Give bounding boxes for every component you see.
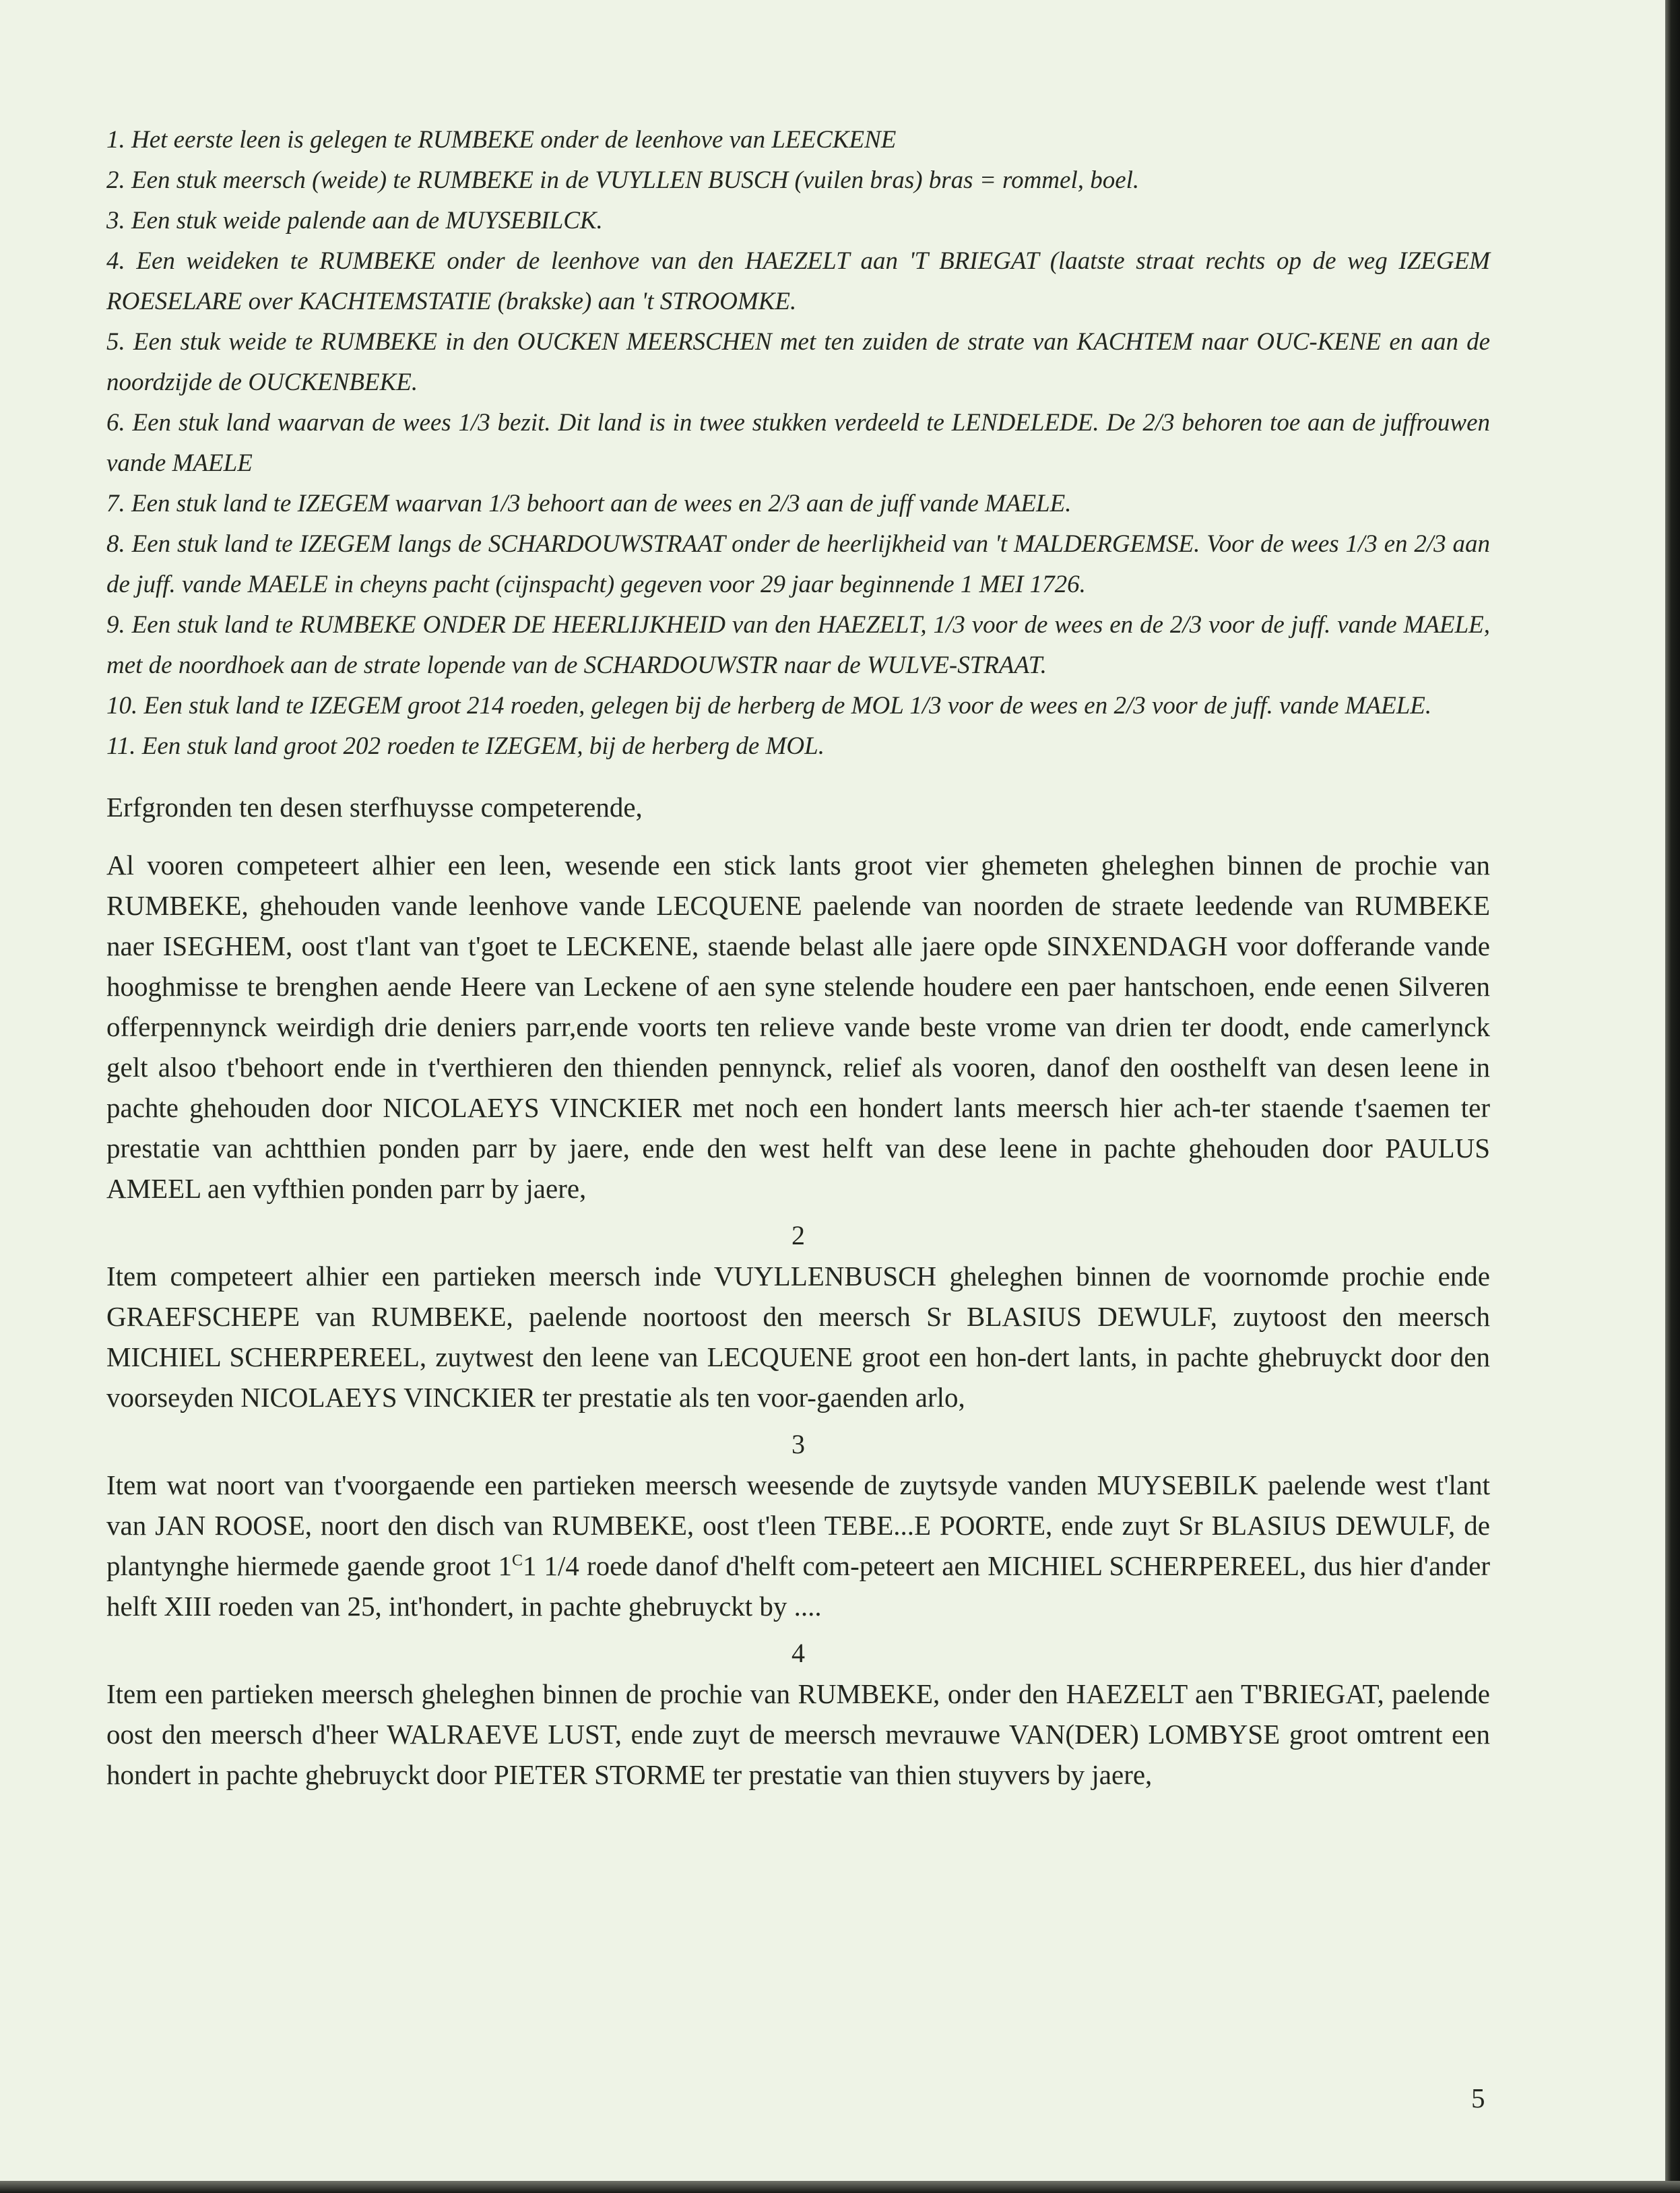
note-4: 4. Een weideken te RUMBEKE onder de leenhove van den HAEZELT aan 'T BRIEGAT (laatste straat rechts op de weg IZEGEM ROESELARE over KACHTEMSTATIE (brakske) aan 't STROOMKE.: [106, 247, 1490, 315]
scan-edge-bottom: [0, 2181, 1680, 2193]
paragraph-number-3: 3: [791, 1429, 805, 1459]
note-5: 5. Een stuk weide te RUMBEKE in den OUCKEN MEERSCHEN met ten zuiden de strate van KACHTEM naar OUC-KENE en aan de noordzijde de OUCKENBEKE.: [106, 328, 1490, 396]
section-intro: Erfgronden ten desen sterfhuysse competerende,: [106, 792, 643, 823]
note-7: 7. Een stuk land te IZEGEM waarvan 1/3 behoort aan de wees en 2/3 aan de juff vande MAELE.: [106, 490, 1072, 517]
paragraph-number-2: 2: [791, 1220, 805, 1250]
paragraph-2: Item competeert alhier een partieken meersch inde VUYLLENBUSCH gheleghen binnen de voornomde prochie ende GRAEFSCHEPE van RUMBEKE, paelende noortoost den meersch Sr BLASIUS DEWULF, zuytoost den meersch MICHIEL SCHERPEREEL, zuytwest den leene van LECQUENE groot een hon-dert lants, in pachte ghebruyckt door den voorseyden NICOLAEYS VINCKIER ter prestatie als ten voor-gaenden arlo,: [106, 1261, 1490, 1413]
paragraph-3-part-a: Item wat noort van t'voorgaende een partieken meersch weesende de zuytsyde vanden MUYSEBILK paelende west t'lant van JAN ROOSE, noort den disch van RUMBEKE, oost t'leen TEBE...E POORTE, ende zuyt Sr BLASIUS DEWULF, de plantynghe hiermede gaende groot 1: [106, 1469, 1490, 1581]
document-page: [106, 120, 1490, 1795]
note-10: 10. Een stuk land te IZEGEM groot 214 roeden, gelegen bij de herberg de MOL 1/3 voor de wees en 2/3 voor de juff. vande MAELE.: [106, 692, 1432, 720]
note-9: 9. Een stuk land te RUMBEKE ONDER DE HEERLIJKHEID van den HAEZELT, 1/3 voor de wees en de 2/3 voor de juff. vande MAELE, met de noordhoek aan de strate lopende van de SCHARDOUWSTR naar de WULVE-STRAAT.: [106, 611, 1490, 679]
paragraph-3-superscript: C: [511, 1552, 523, 1570]
footnote-list: [106, 120, 1490, 767]
paragraph-3-part-b: 1 1/4 roede danof d'helft com-peteert aen MICHIEL SCHERPEREEL, dus hier d'ander helft XIII roeden van 25, int'hondert, in pachte ghebruyckt by ....: [106, 1550, 1490, 1622]
paragraph-number-4: 4: [791, 1638, 805, 1668]
note-3: 3. Een stuk weide palende aan de MUYSEBILCK.: [106, 207, 603, 234]
note-1: 1. Het eerste leen is gelegen te RUMBEKE onder de leenhove van LEECKENE: [106, 126, 897, 154]
paragraph-4: Item een partieken meersch gheleghen binnen de prochie van RUMBEKE, onder den HAEZELT aen T'BRIEGAT, paelende oost den meersch d'heer WALRAEVE LUST, ende zuyt de meersch mevrauwe VAN(DER) LOMBYSE groot omtrent een hondert in pachte ghebruyckt door PIETER STORME ter prestatie van thien stuyvers by jaere,: [106, 1678, 1490, 1790]
note-8: 8. Een stuk land te IZEGEM langs de SCHARDOUWSTRAAT onder de heerlijkheid van 't MALDERGEMSE. Voor de wees 1/3 en 2/3 aan de juff. vande MAELE in cheyns pacht (cijnspacht) gegeven voor 29 jaar beginnende 1 MEI 1726.: [106, 530, 1490, 598]
note-11: 11. Een stuk land groot 202 roeden te IZEGEM, bij de herberg de MOL.: [106, 732, 825, 760]
note-2: 2. Een stuk meersch (weide) te RUMBEKE in de VUYLLEN BUSCH (vuilen bras) bras = rommel, boel.: [106, 166, 1140, 194]
page-number: 5: [1471, 2083, 1485, 2113]
note-6: 6. Een stuk land waarvan de wees 1/3 bezit. Dit land is in twee stukken verdeeld te LENDELEDE. De 2/3 behoren toe aan de juffrouwen vande MAELE: [106, 409, 1490, 477]
paragraph-3: [106, 1465, 1490, 1626]
scan-edge-right: [1665, 0, 1680, 2193]
paragraph-1: Al vooren competeert alhier een leen, wesende een stick lants groot vier ghemeten gheleghen binnen de prochie van RUMBEKE, ghehouden vande leenhove vande LECQUENE paelende van noorden de straete leedende van RUMBEKE naer ISEGHEM, oost t'lant van t'goet te LECKENE, staende belast alle jaere opde SINXENDAGH voor dofferande vande hooghmisse te brenghen aende Heere van Leckene of aen syne stelende houdere een paer hantschoen, ende eenen Silveren offerpennynck weirdigh drie deniers parr,ende voorts ten relieve vande beste vrome van drien ter doodt, ende camerlynck gelt alsoo t'behoort ende in t'verthieren den thienden pennynck, relief als vooren, danof den oosthelft van desen leene in pachte ghehouden door NICOLAEYS VINCKIER met noch een hondert lants meersch hier ach-ter staende t'saemen ter prestatie van achtthien ponden parr by jaere, ende den west helft van dese leene in pachte ghehouden door PAULUS AMEEL aen vyfthien ponden parr by jaere,: [106, 850, 1490, 1204]
